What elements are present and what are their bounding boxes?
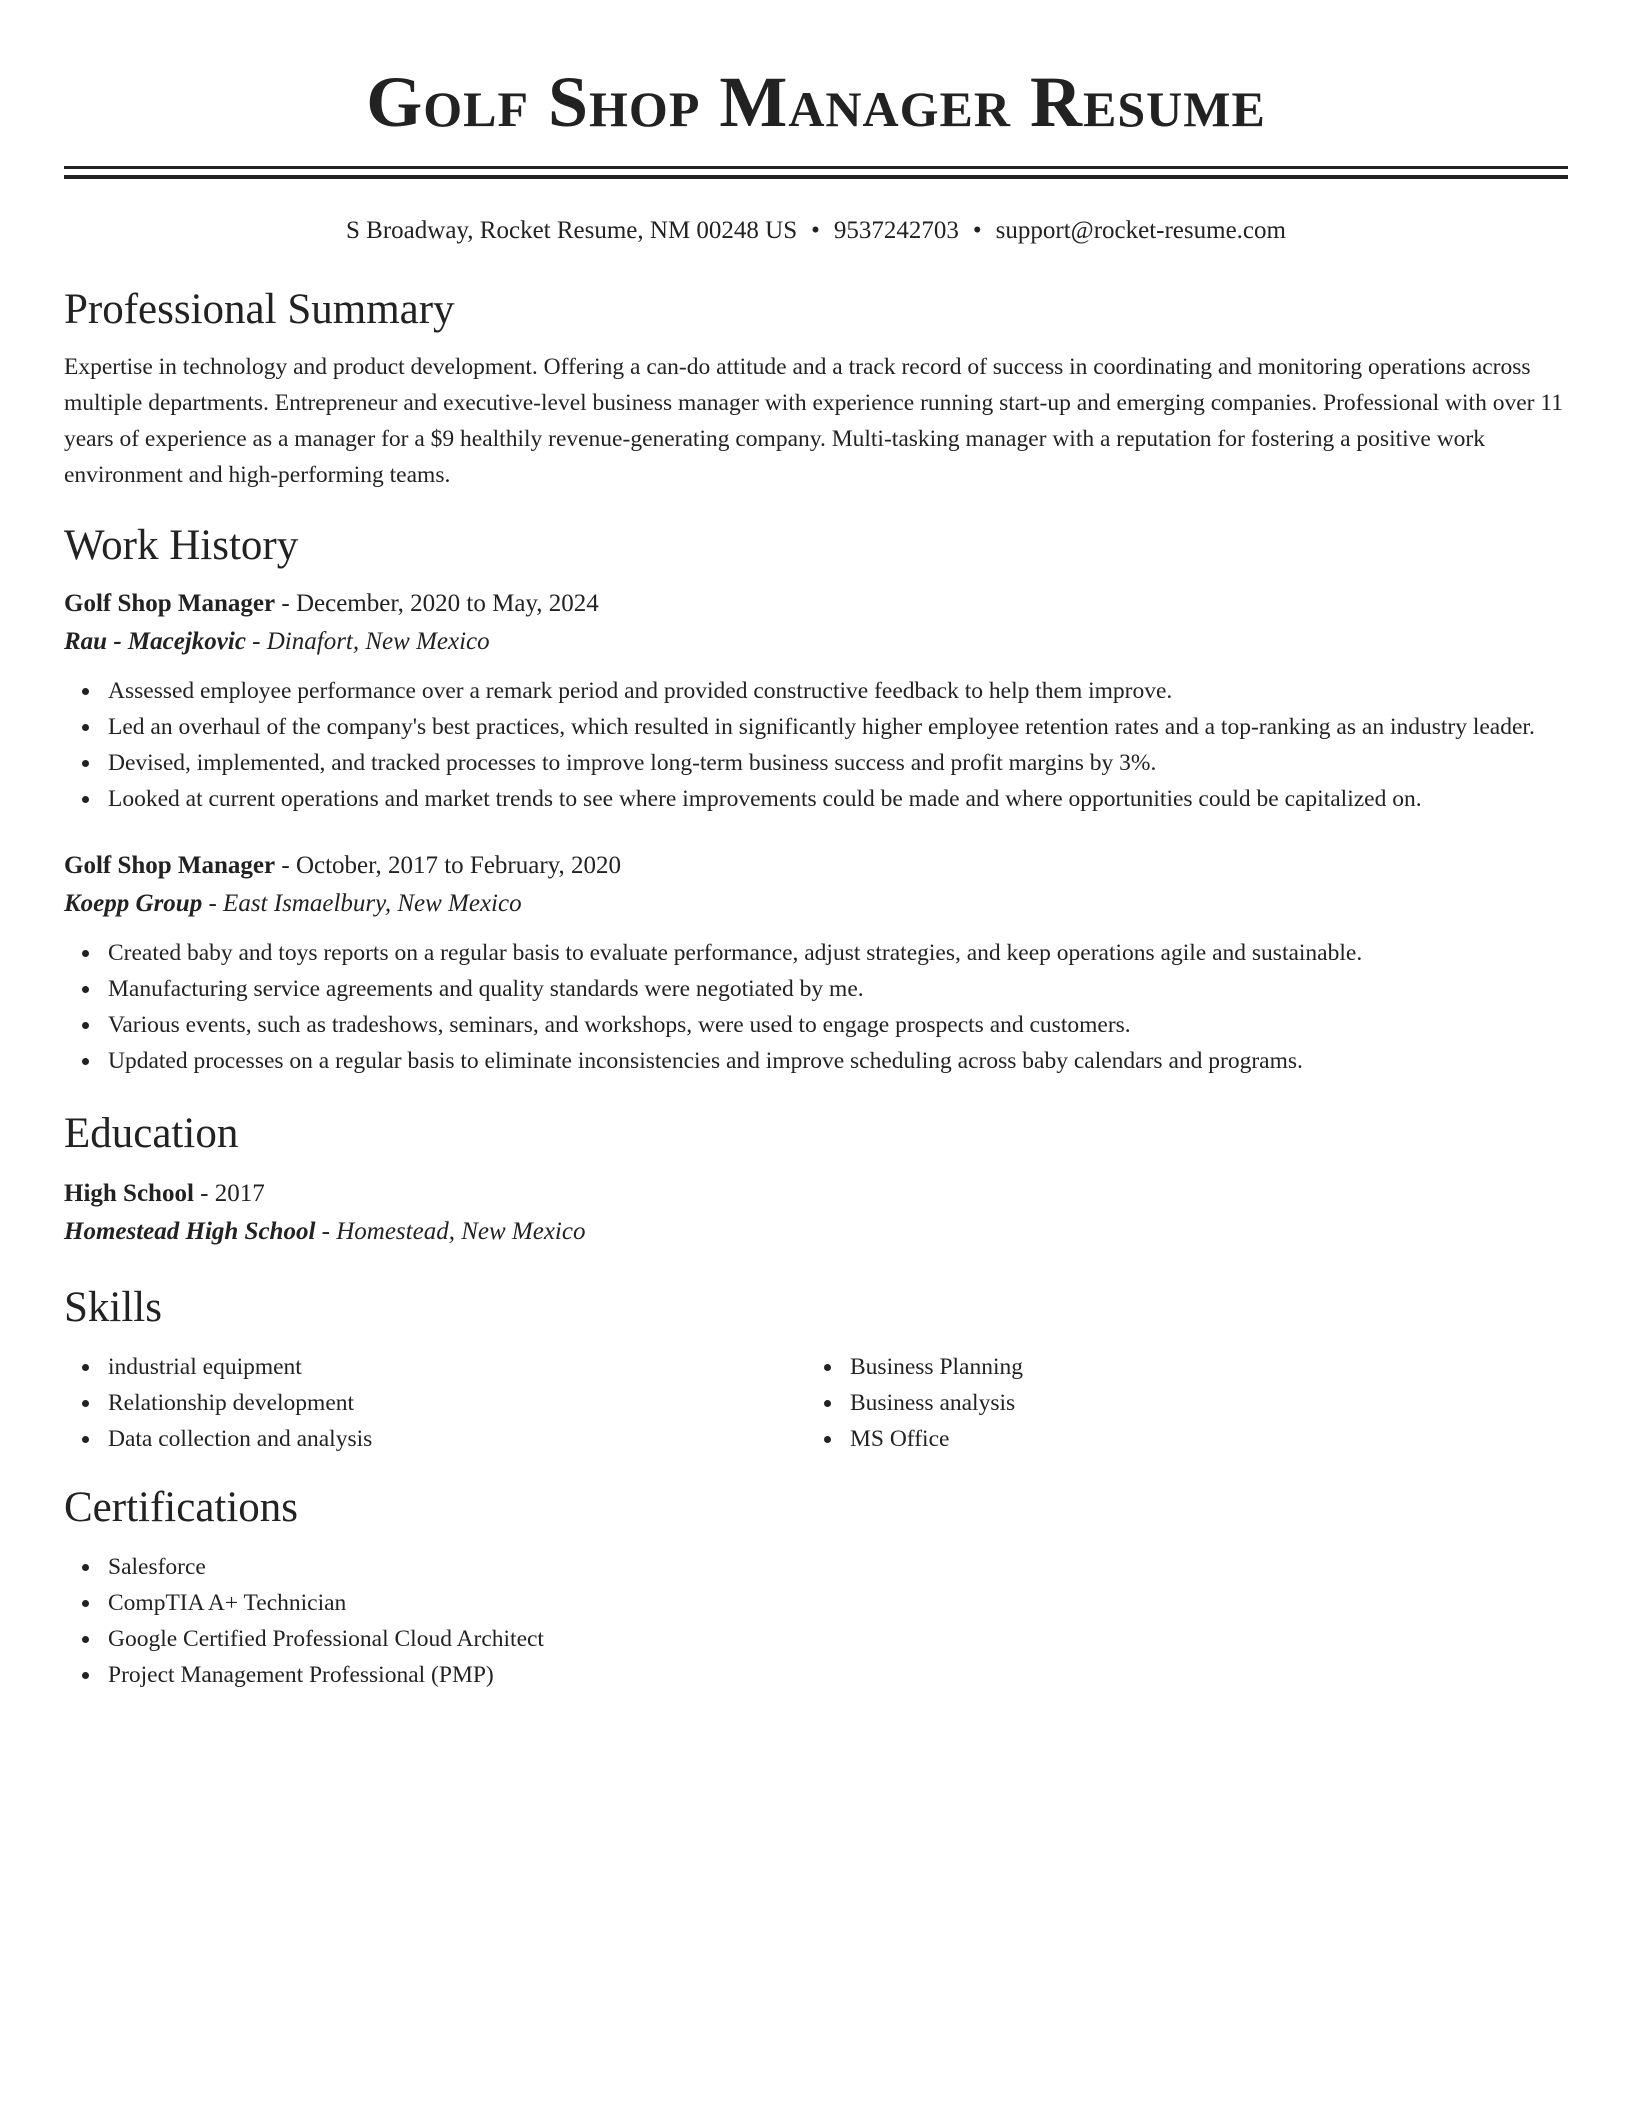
job-company: Koepp Group <box>64 890 203 917</box>
list-item: Various events, such as tradeshows, seminars, and workshops, were used to engage prospects and customers. <box>108 1007 1568 1043</box>
job-dates: - December, 2020 to May, 2024 <box>275 590 599 617</box>
list-item: Assessed employee performance over a remark period and provided constructive feedback to help them improve. <box>108 673 1568 709</box>
job-company-line <box>64 623 1568 661</box>
education-degree-line <box>64 1175 1568 1213</box>
education-entry <box>64 1175 1568 1251</box>
skills-grid <box>64 1349 1568 1457</box>
work-history-heading: Work History <box>64 522 299 569</box>
skills-heading: Skills <box>64 1284 162 1331</box>
job-role: Golf Shop Manager <box>64 590 276 617</box>
contact-separator: • <box>811 217 820 244</box>
title-divider-bottom <box>64 175 1568 179</box>
certification-item: Google Certified Professional Cloud Architect <box>108 1621 1568 1657</box>
contact-email: support@rocket-resume.com <box>995 217 1286 244</box>
list-item: Created baby and toys reports on a regular basis to evaluate performance, adjust strategies, and keep operations agile and sustainable. <box>108 935 1568 971</box>
list-item: Led an overhaul of the company's best practices, which resulted in significantly higher employee retention rates and a top-ranking as an industry leader. <box>108 709 1568 745</box>
education-degree: High School <box>64 1180 194 1207</box>
job-location: - East Ismaelbury, New Mexico <box>202 890 522 917</box>
skill-item: MS Office <box>850 1421 1548 1457</box>
resume-title: Golf Shop Manager Resume <box>366 62 1266 142</box>
job-entry <box>64 585 1568 817</box>
skill-item: industrial equipment <box>108 1349 806 1385</box>
job-title-line <box>64 585 1568 623</box>
skill-item: Business Planning <box>850 1349 1548 1385</box>
education-school: Homestead High School <box>64 1218 316 1245</box>
education-location: - Homestead, New Mexico <box>315 1218 586 1245</box>
skill-item: Data collection and analysis <box>108 1421 806 1457</box>
education-heading: Education <box>64 1110 239 1157</box>
job-bullets <box>64 935 1568 1079</box>
title-divider-top <box>64 166 1568 169</box>
job-title-line <box>64 847 1568 885</box>
skills-column-right <box>806 1349 1548 1457</box>
summary-heading: Professional Summary <box>64 286 455 333</box>
job-dates: - October, 2017 to February, 2020 <box>275 852 622 879</box>
certifications-heading: Certifications <box>64 1484 299 1531</box>
skills-list <box>806 1349 1548 1457</box>
skills-list <box>64 1349 806 1457</box>
contact-address: S Broadway, Rocket Resume, NM 00248 US <box>346 217 798 244</box>
skills-column-left <box>64 1349 806 1457</box>
job-entry <box>64 847 1568 1079</box>
summary-text: Expertise in technology and product development. Offering a can-do attitude and a track record of success in coordinating and monitoring operations across multiple departments. Entrepreneur and executive-level business manager with experience running start-up and emerging companies. Professional with over 11 years of experience as a manager for a $9 healthily revenue-generating company. Multi-tasking manager with a reputation for fostering a positive work environment and high-performing teams. <box>64 354 1563 488</box>
education-school-line <box>64 1213 1568 1251</box>
skill-item: Relationship development <box>108 1385 806 1421</box>
contact-phone: 9537242703 <box>833 217 959 244</box>
job-role: Golf Shop Manager <box>64 852 276 879</box>
contact-line <box>64 215 1568 247</box>
list-item: Devised, implemented, and tracked processes to improve long-term business success and profit margins by 3%. <box>108 745 1568 781</box>
education-year: - 2017 <box>193 1180 265 1207</box>
job-location: - Dinafort, New Mexico <box>245 628 490 655</box>
job-company: Rau - Macejkovic <box>64 628 246 655</box>
skill-item: Business analysis <box>850 1385 1548 1421</box>
list-item: Looked at current operations and market trends to see where improvements could be made and where opportunities could be capitalized on. <box>108 781 1568 817</box>
contact-separator: • <box>972 217 982 244</box>
list-item: Manufacturing service agreements and quality standards were negotiated by me. <box>108 971 1568 1007</box>
certification-item: CompTIA A+ Technician <box>108 1585 1568 1621</box>
certifications-list <box>64 1549 1568 1693</box>
certification-item: Project Management Professional (PMP) <box>108 1657 1568 1693</box>
job-bullets <box>64 673 1568 817</box>
certification-item: Salesforce <box>108 1549 1568 1585</box>
list-item: Updated processes on a regular basis to eliminate inconsistencies and improve scheduling across baby calendars and programs. <box>108 1043 1568 1079</box>
job-company-line <box>64 885 1568 923</box>
